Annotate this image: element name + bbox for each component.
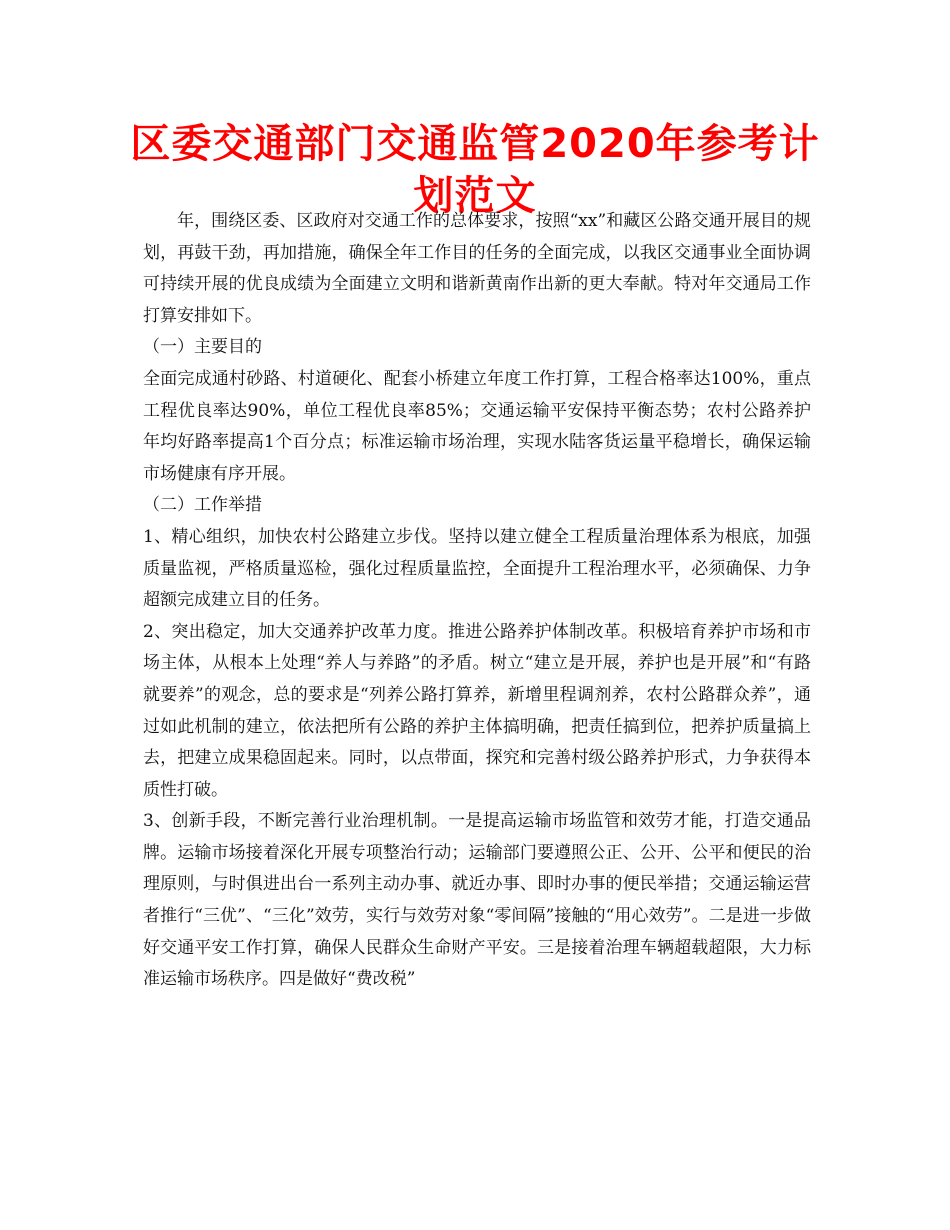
measure-paragraph-2: 2、突出稳定，加大交通养护改革力度。推进公路养护体制改革。积极培育养护市场和市场主体，从根本上处理“养人与养路”的矛盾。树立“建立是开展，养护也是开展”和“有路就要养”的观念，总的要求是“列养公路打算养，新增里程调剂养，农村公路群众养”，通过如此机制的建立，依法把所有公路的养护主体搞明确，把责任搞到位，把养护质量搞上去，把建立成果稳固起来。同时，以点带面，探究和完善村级公路养护形式，力争获得本质性打破。 bbox=[143, 621, 811, 800]
document-body bbox=[143, 206, 811, 996]
measure-paragraph-1: 1、精心组织，加快农村公路建立步伐。坚持以建立健全工程质量治理体系为根底，加强质量监视，严格质量巡检，强化过程质量监控，全面提升工程治理水平，必须确保、力争超额完成建立目的任务。 bbox=[143, 526, 811, 611]
main-goals-paragraph: 全面完成通村砂路、村道硬化、配套小桥建立年度工作打算，工程合格率达100%，重点工程优良率达90%，单位工程优良率85%；交通运输平安保持平衡态势；农村公路养护年均好路率提高1个百分点；标准运输市场治理，实现水陆客货运量平稳增长，确保运输市场健康有序开展。 bbox=[143, 368, 811, 484]
section-heading-main-goals: （一）主要目的 bbox=[143, 337, 262, 358]
intro-paragraph: 年，围绕区委、区政府对交通工作的总体要求，按照“xx”和藏区公路交通开展目的规划，再鼓干劲，再加措施，确保全年工作目的任务的全面完成，以我区交通事业全面协调可持续开展的优良成绩为全面建立文明和谐新黄南作出新的更大奉献。特对年交通局工作打算安排如下。 bbox=[143, 211, 811, 326]
document-title: 区委交通部门交通监管2020年参考计划范文 bbox=[130, 121, 820, 219]
section-heading-work-measures: （二）工作举措 bbox=[143, 495, 262, 516]
measure-paragraph-3: 3、创新手段，不断完善行业治理机制。一是提高运输市场监管和效劳才能，打造交通品牌。运输市场接着深化开展专项整治行动；运输部门要遵照公正、公开、公平和便民的治理原则，与时俱进出台一系列主动办事、就近办事、即时办事的便民举措；交通运输运营者推行“三优”、“三化”效劳，实行与效劳对象“零间隔”接触的“用心效劳”。二是进一步做好交通平安工作打算，确保人民群众生命财产平安。三是接着治理车辆超载超限，大力标准运输市场秩序。四是做好“费改税” bbox=[143, 811, 811, 990]
